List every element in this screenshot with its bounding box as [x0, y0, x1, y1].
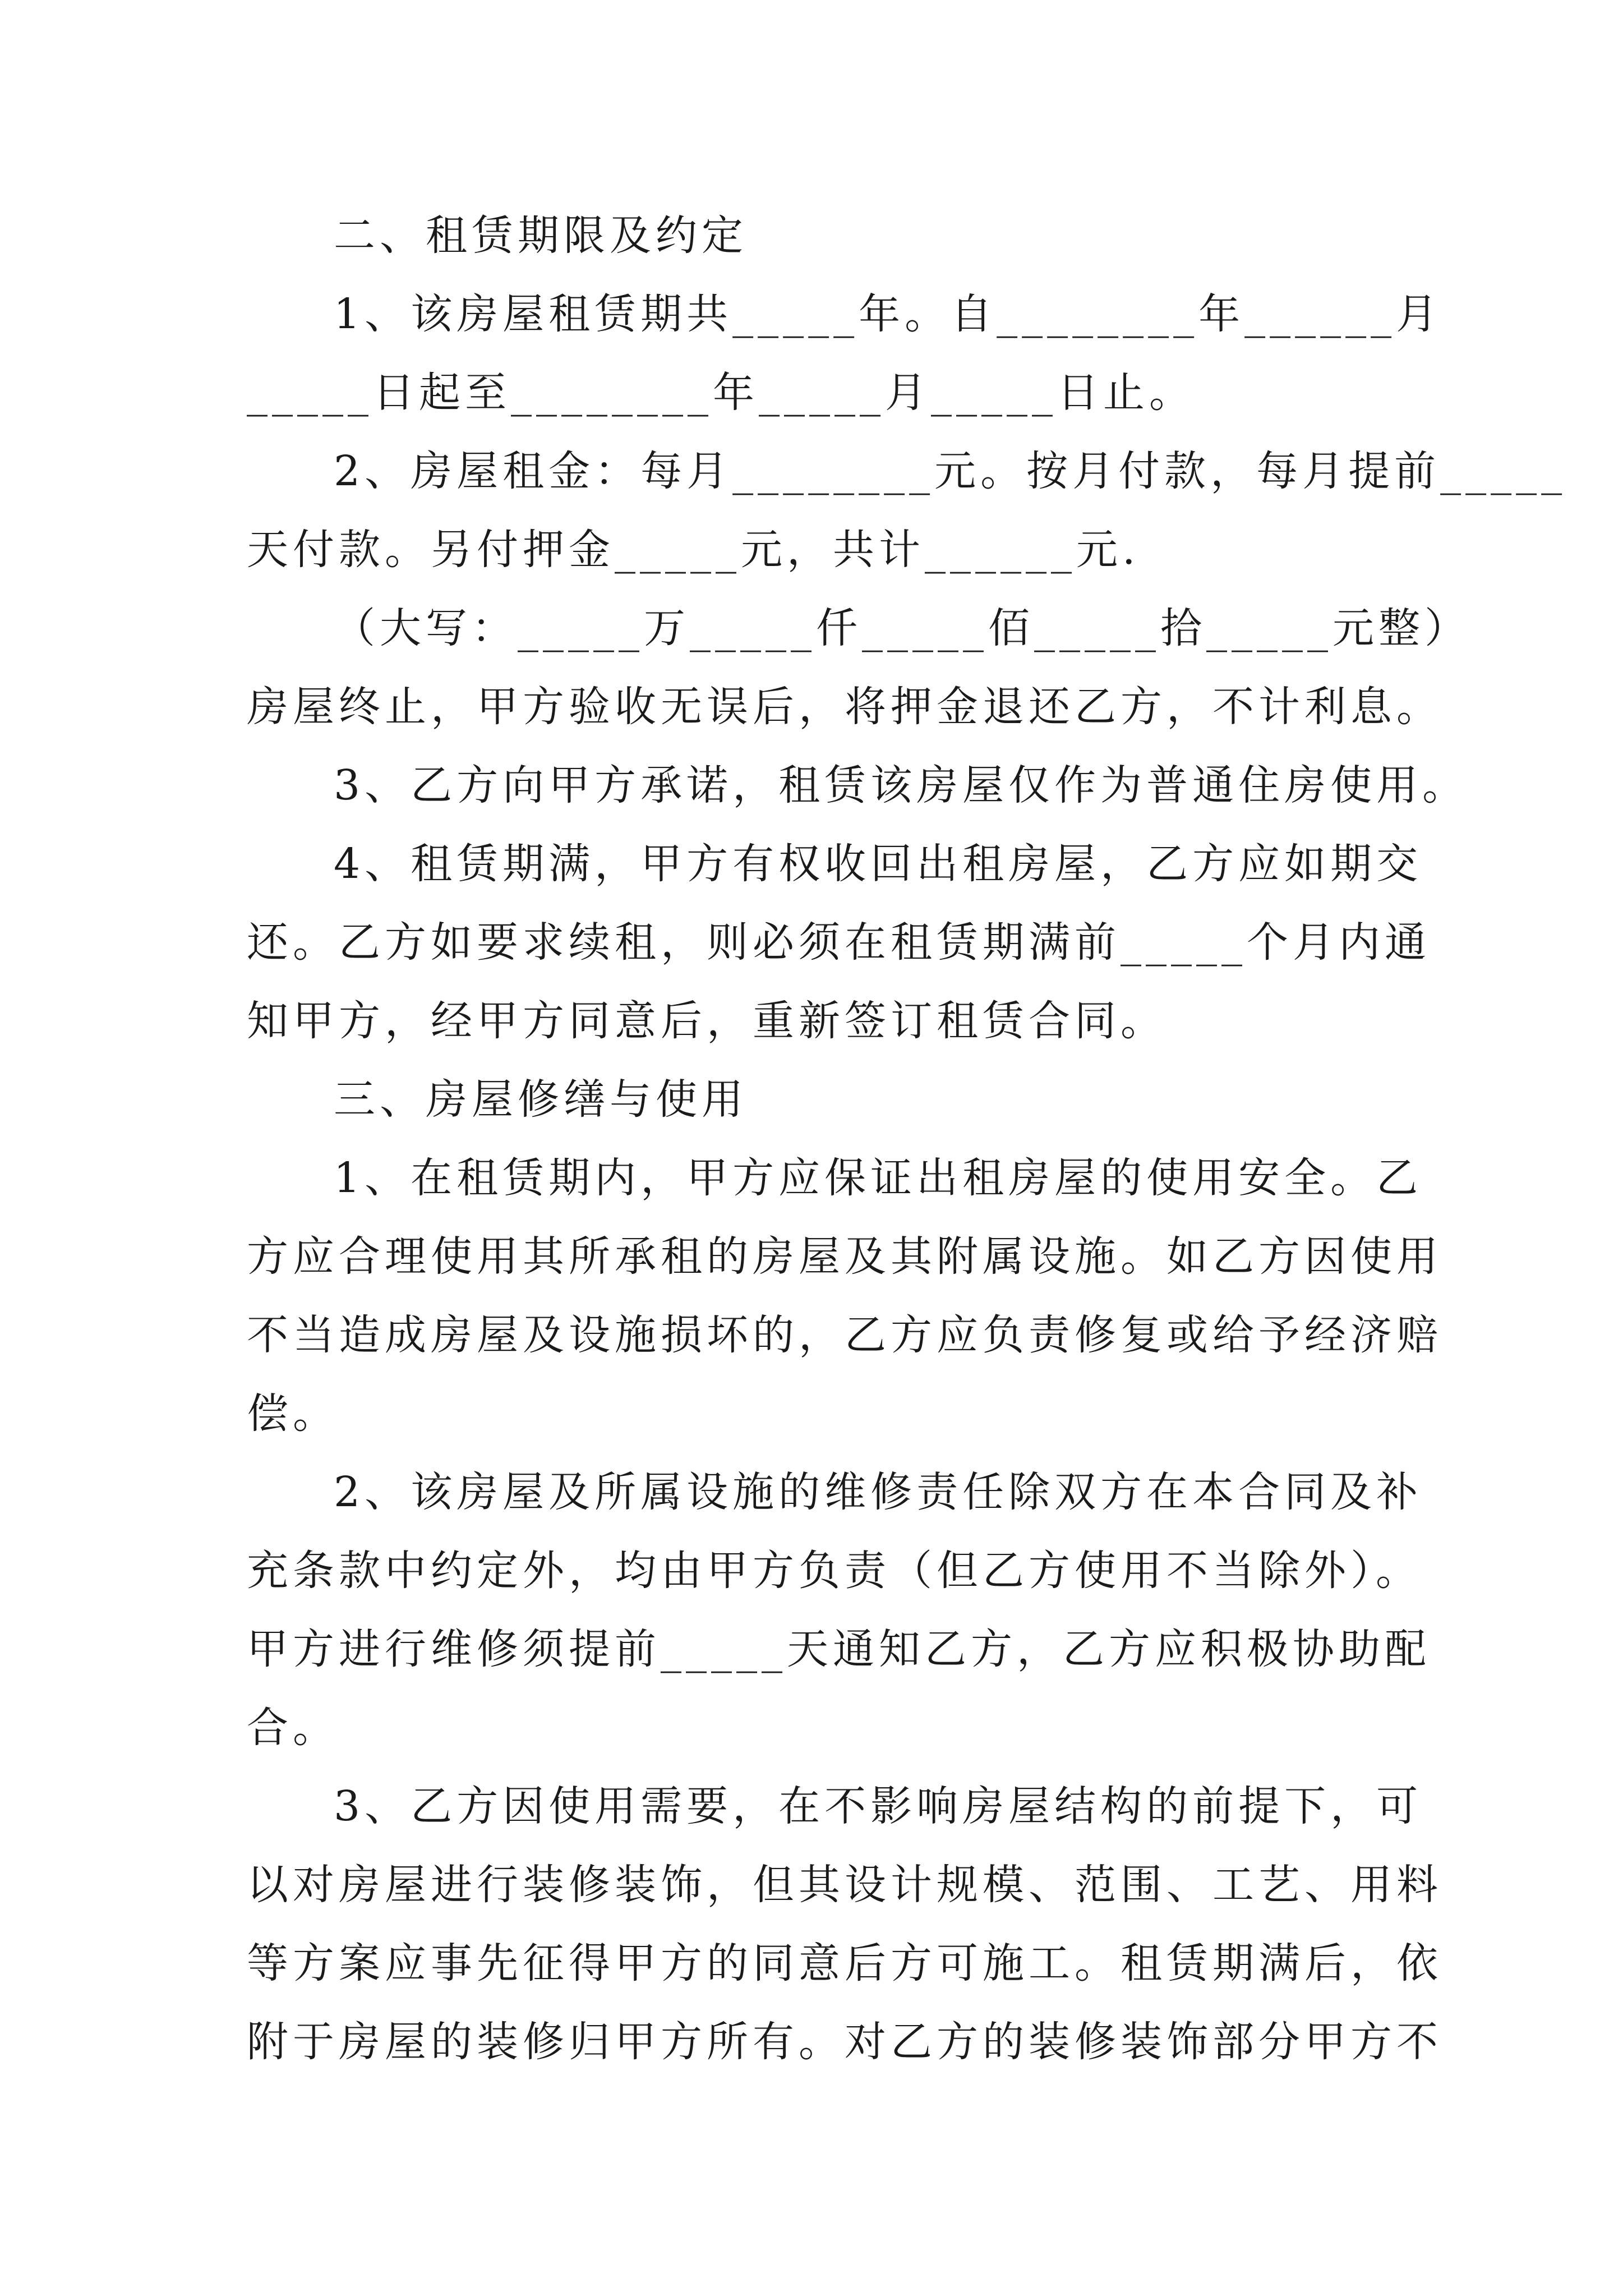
text-line: 房屋终止，甲方验收无误后，将押金退还乙方，不计利息。 — [247, 683, 1442, 731]
text-line: 4、租赁期满，甲方有权收回出租房屋，乙方应如期交 — [334, 840, 1423, 888]
text-line: 充条款中约定外，均由甲方负责（但乙方使用不当除外）。 — [247, 1547, 1422, 1595]
section-heading: 三、房屋修缮与使用 — [334, 1075, 748, 1124]
text-line: 以对房屋进行装修装饰，但其设计规模、范围、工艺、用料 — [247, 1861, 1442, 1909]
text-line: 知甲方，经甲方同意后，重新签订租赁合同。 — [247, 997, 1166, 1045]
text-line: _____日起至________年_____月_____日止。 — [247, 369, 1195, 417]
text-line: 不当造成房屋及设施损坏的，乙方应负责修复或给予经济赔 — [247, 1311, 1442, 1359]
text-line: （大写：_____万_____仟_____佰_____拾_____元整） — [334, 604, 1470, 652]
text-line: 2、该房屋及所属设施的维修责任除双方在本合同及补 — [334, 1468, 1423, 1516]
text-line: 等方案应事先征得甲方的同意后方可施工。租赁期满后，依 — [247, 1939, 1442, 1987]
section-heading: 二、租赁期限及约定 — [334, 211, 748, 260]
text-line: 3、乙方向甲方承诺，租赁该房屋仅作为普通住房使用。 — [334, 761, 1469, 809]
text-line: 3、乙方因使用需要，在不影响房屋结构的前提下，可 — [334, 1782, 1423, 1830]
text-line: 1、在租赁期内，甲方应保证出租房屋的使用安全。乙 — [334, 1154, 1423, 1202]
text-line: 合。 — [247, 1704, 339, 1752]
text-line: 方应合理使用其所承租的房屋及其附属设施。如乙方因使用 — [247, 1232, 1442, 1281]
text-line: 附于房屋的装修归甲方所有。对乙方的装修装饰部分甲方不 — [247, 2018, 1442, 2066]
text-line: 偿。 — [247, 1389, 339, 1438]
text-line: 甲方进行维修须提前_____天通知乙方，乙方应积极协助配 — [247, 1625, 1431, 1673]
text-line: 1、该房屋租赁期共_____年。自________年______月 — [334, 290, 1442, 338]
text-line: 天付款。另付押金_____元，共计______元. — [247, 526, 1140, 574]
text-line: 还。乙方如要求续租，则必须在租赁期满前_____个月内通 — [247, 918, 1431, 967]
text-line: 2、房屋租金：每月________元。按月付款，每月提前_____ — [334, 447, 1567, 495]
